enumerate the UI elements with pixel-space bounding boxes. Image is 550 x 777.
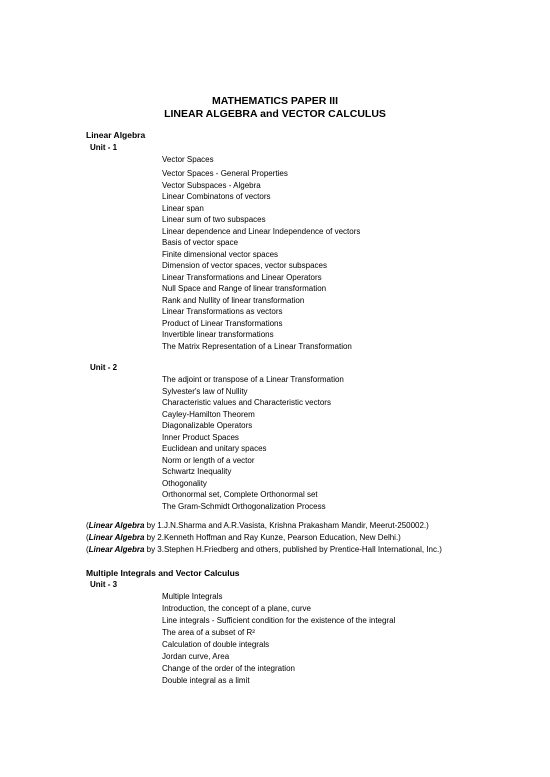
unit-1-label: Unit - 1 [90,143,118,152]
document-title-line2: LINEAR ALGEBRA and VECTOR CALCULUS [164,108,386,120]
topic-item: Linear dependence and Linear Independence of vectors [162,226,361,236]
reference-open: ( [86,521,89,530]
topic-item: Line integrals - Sufficient condition for the existence of the integral [162,616,396,625]
topic-item: Characteristic values and Characteristic vectors [162,398,331,407]
reference-details: by 1.J.N.Sharma and A.R.Vasista, Krishna Prakasham Mandir, Meerut-250002.) [144,521,429,530]
topic-item: Inner Product Spaces [162,432,239,442]
topic-item: Othogonality [162,478,207,488]
topic-item: Norm or length of a vector [162,455,255,465]
topic-item: Linear Transformations as vectors [162,307,283,316]
topic-item: Cayley-Hamilton Theorem [162,409,255,419]
topic-item: Change of the order of the integration [162,664,295,673]
topic-item: Vector Subspaces - Algebra [162,180,261,190]
topic-item: Invertible linear transformations [162,330,274,339]
topic-item: The Gram-Schmidt Orthogonalization Process [162,501,326,511]
reference-book-title: Linear Algebra [88,545,145,554]
topic-item: Introduction, the concept of a plane, curve [162,604,311,613]
topic-item: Jordan curve, Area [162,652,230,661]
reference-open: ( [86,533,89,542]
topic-item: Linear sum of two subspaces [162,215,266,224]
reference-details: by 2.Kenneth Hoffman and Ray Kunze, Pearson Education, New Delhi.) [144,533,401,542]
topic-item: Double integral as a limit [162,676,250,685]
reference-book-title: Linear Algebra [88,521,145,530]
unit-3-label: Unit - 3 [90,580,118,589]
reference-item [86,521,429,530]
reference-open: ( [86,545,89,554]
topic-item: Calculation of double integrals [162,640,270,649]
topic-item: The Matrix Representation of a Linear Transformation [162,341,352,351]
reference-book-title: Linear Algebra [88,533,145,542]
topic-item: Product of Linear Transformations [162,318,283,328]
topic-item: The area of a subset of R² [162,628,255,637]
topic-item: Linear span [162,203,204,213]
topic-item: Dimension of vector spaces, vector subspaces [162,261,327,270]
topic-item: Finite dimensional vector spaces [162,249,279,259]
topic-item: Orthonormal set, Complete Orthonormal set [162,490,318,499]
unit-2-label: Unit - 2 [90,363,118,372]
reference-details: by 3.Stephen H.Friedberg and others, published by Prentice-Hall International, Inc.) [144,545,442,554]
topic-item: Diagonalizable Operators [162,421,253,430]
section-linear-algebra-title: Linear Algebra [86,130,146,140]
topic-item: Rank and Nullity of linear transformation [162,295,305,305]
topic-item: Multiple Integrals [162,592,223,601]
topic-item: The adjoint or transpose of a Linear Transformation [162,375,344,384]
topic-item: Euclidean and unitary spaces [162,444,267,453]
reference-item [86,545,442,554]
topic-item: Null Space and Range of linear transformation [162,284,327,293]
topic-item: Basis of vector space [162,238,239,247]
topic-item: Linear Combinatons of vectors [162,192,271,201]
topic-item: Sylvester's law of Nullity [162,386,248,396]
section-multiple-integrals-title: Multiple Integrals and Vector Calculus [86,568,240,578]
topic-item: Linear Transformations and Linear Operators [162,272,322,282]
topic-item: Vector Spaces - General Properties [162,169,288,178]
topic-item: Schwartz Inequality [162,467,232,476]
reference-item [86,533,401,542]
document-title-line1: MATHEMATICS PAPER III [212,95,338,107]
topic-item: Vector Spaces [162,155,214,164]
